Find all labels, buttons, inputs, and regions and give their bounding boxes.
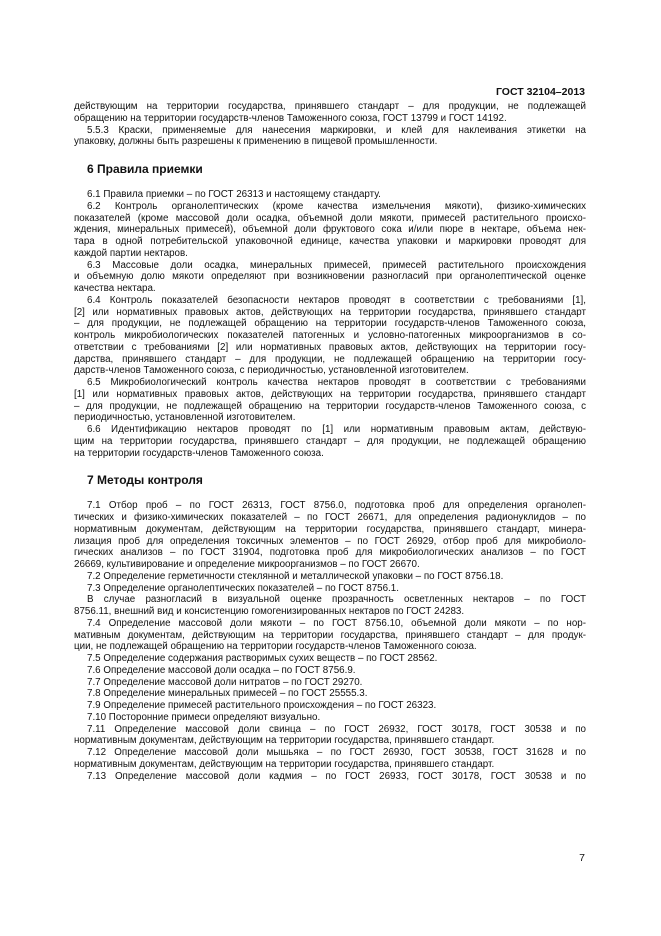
text-line: 7.13 Определение массовой доли кадмия – по ГОСТ 26933, ГОСТ 30178, ГОСТ 30538 и по (87, 770, 586, 782)
paragraph (74, 101, 586, 125)
text-line: периодичностью, установленной изготовителем. (74, 412, 296, 424)
document-body (74, 101, 586, 782)
paragraph (74, 653, 586, 665)
text-line: 7.5 Определение содержания растворимых сухих веществ – по ГОСТ 28562. (87, 653, 438, 664)
text-line: ждения, минеральных примесей), объемной доли фруктового сока и/или пюре в нектаре, объема нек- (74, 224, 586, 236)
paragraph (74, 700, 586, 712)
text-line: упаковку, должны быть разрешены к применению в пищевой промышленности. (74, 136, 438, 148)
page-number: 7 (579, 852, 585, 864)
text-line: 6.4 Контроль показателей безопасности нектаров проводят в соответствии с требованиями [1], (87, 294, 586, 306)
text-line: 7.7 Определение массовой доли нитратов – по ГОСТ 29270. (87, 676, 363, 688)
text-line: – для продукции, не подлежащей обращению на территории государств-членов Таможенного союза, (74, 318, 586, 330)
text-line: лизация проб для определения токсичных элементов – по ГОСТ 26929, отбор проб для микробиоло- (74, 535, 586, 547)
text-line: ции, не подлежащей обращению на территории государств-членов Таможенного союза. (74, 641, 477, 653)
text-line: 6.1 Правила приемки – по ГОСТ 26313 и настоящему стандарту. (87, 189, 381, 200)
paragraph (74, 189, 586, 201)
text-line: дарства, принявшего стандарт – для продукции, не подлежащей обращению на территории госу- (74, 353, 586, 365)
text-line: 7.4 Определение массовой доли мякоти – по ГОСТ 8756.10, объемной доли мякоти – по нор- (87, 617, 586, 629)
text-line: 7.11 Определение массовой доли свинца – по ГОСТ 26932, ГОСТ 30178, ГОСТ 30538 и по (87, 723, 586, 735)
paragraph (74, 724, 586, 748)
text-line: 6.2 Контроль органолептических (кроме качества измельчения мякоти), физико-химических (87, 200, 586, 212)
paragraph (74, 125, 586, 149)
text-line: – для продукции, не подлежащей обращению на территории государств-членов Таможенного союза, с (74, 400, 586, 412)
text-line: тара в одной потребительской упаковочной единице, качества упаковки и маркировки проводят для (74, 236, 586, 247)
section-heading: 6 Правила приемки (87, 162, 203, 176)
text-line: ответствии с требованиями [2] или нормативных правовых актов, действующих на территории госу- (74, 341, 586, 353)
text-line: [2] или нормативных правовых актов, действующих на территории государства, принявшего стандарт (74, 306, 586, 318)
text-line: нормативным документам, действующим на территории государства, принявшего стандарт. (74, 735, 495, 747)
text-line: нормативным документам, действующим на территории государства, принявшего стандарт, минера- (74, 523, 586, 535)
text-line: 26669, культивирование и определение микроорганизмов – по ГОСТ 26670. (74, 559, 420, 570)
paragraph (74, 665, 586, 677)
paragraph (74, 424, 586, 459)
text-line: 8756.11, внешний вид и консистенцию гомогенизированных нектаров по ГОСТ 24283. (74, 606, 465, 617)
text-line: 7.6 Определение массовой доли осадка – по ГОСТ 8756.9. (87, 664, 356, 676)
text-line: на территории государств-членов Таможенного союза. (74, 447, 324, 459)
text-line: 7.10 Посторонние примеси определяют визуально. (87, 711, 321, 723)
text-line: и объемную долю мякоти определяют при возникновении разногласий при органолептической оценке (74, 271, 586, 283)
document-id-header: ГОСТ 32104–2013 (495, 86, 585, 98)
text-line: 7.2 Определение герметичности стеклянной и металлической упаковки – по ГОСТ 8756.18. (87, 570, 504, 582)
text-line: 7.9 Определение примесей растительного происхождения – по ГОСТ 26323. (87, 700, 437, 711)
text-line: мативным документам, действующим на территории государства, принявшего стандарт – для продук- (74, 629, 586, 641)
text-line: 5.5.3 Краски, применяемые для нанесения маркировки, и клей для наклеивания этикетки на (87, 124, 586, 136)
text-line: 6.3 Массовые доли осадка, минеральных примесей, примесей растительного происхождения (87, 259, 586, 271)
text-line: показателей (кроме массовой доли осадка, объемной доли мякоти, примесей растительного происхо- (74, 212, 586, 224)
paragraph (74, 500, 586, 571)
text-line: 7.8 Определение минеральных примесей – по ГОСТ 25555.3. (87, 688, 368, 700)
paragraph (74, 688, 586, 700)
paragraph (74, 295, 586, 377)
paragraph (74, 677, 586, 689)
text-line: действующим на территории государства, принявшего стандарт – для продукции, не подлежащей (74, 101, 586, 112)
paragraph (74, 377, 586, 424)
paragraph (74, 260, 586, 295)
paragraph (74, 771, 586, 783)
text-line: 7.12 Определение массовой доли мышьяка – по ГОСТ 26930, ГОСТ 30538, ГОСТ 31628 и по (87, 747, 586, 758)
paragraph (74, 201, 586, 260)
text-line: [1] или нормативных правовых актов, действующих на территории государства, принявшего стандарт (74, 388, 586, 400)
text-line: обращению на территории государств-членов Таможенного союза, ГОСТ 13799 и ГОСТ 14192. (74, 112, 507, 124)
paragraph (74, 583, 586, 595)
text-line: дарств-членов Таможенного союза, с периодичностью, установленной изготовителем. (74, 365, 469, 377)
text-line: 6.6 Идентификацию нектаров проводят по [1] или нормативным правовым актам, действую- (87, 424, 586, 435)
text-line: контроль микробиологических показателей патогенных и условно-патогенных микроорганизмов в со- (74, 330, 586, 341)
text-line: качества нектара. (74, 283, 156, 294)
section-heading: 7 Методы контроля (87, 473, 203, 488)
paragraph (74, 712, 586, 724)
text-line: 7.1 Отбор проб – по ГОСТ 26313, ГОСТ 8756.0, подготовка проб для определения органолеп- (87, 500, 586, 512)
text-line: нормативным документам, действующим на территории государства, принявшего стандарт. (74, 758, 495, 770)
paragraph (74, 747, 586, 771)
text-line: 6.5 Микробиологический контроль качества нектаров проводят в соответствии с требованиями (87, 377, 586, 388)
text-line: В случае разногласий в визуальной оценке прозрачность осветленных нектаров – по ГОСТ (87, 594, 586, 606)
text-line: гических анализов – по ГОСТ 31904, подготовка проб для микробиологических анализов – по ГОСТ (74, 547, 586, 559)
paragraph (74, 571, 586, 583)
text-line: тических и физико-химических показателей – по ГОСТ 26671, для определения радионуклидов – по (74, 512, 586, 523)
text-line: щим на территории государства, принявшего стандарт – для продукции, не подлежащей обращению (74, 435, 586, 447)
text-line: каждой партии нектаров. (74, 247, 188, 259)
paragraph (74, 594, 586, 618)
paragraph (74, 618, 586, 653)
text-line: 7.3 Определение органолептических показателей – по ГОСТ 8756.1. (87, 582, 399, 594)
